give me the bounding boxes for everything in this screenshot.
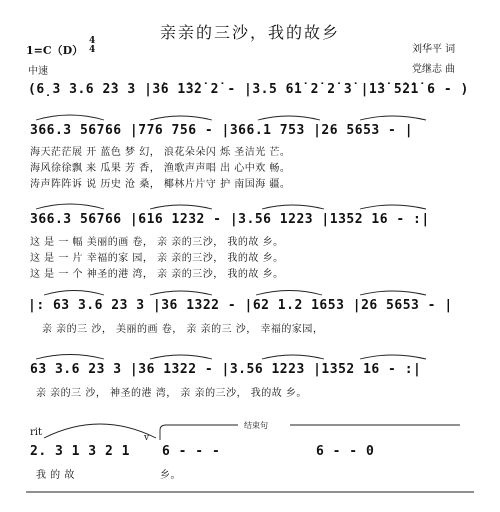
- ending-notation-a: 2. 3 1 3 2 1: [30, 444, 130, 459]
- ending-lyrics-b: 乡。: [160, 470, 181, 481]
- time-signature-bottom: 4: [89, 45, 96, 55]
- slur: [150, 205, 212, 209]
- system-4-notation: 63 3.6 23 3 |36 1322 - |3.56 1223 |1352 16 - :|: [30, 362, 422, 377]
- rit-slur: [44, 424, 156, 438]
- slur: [44, 291, 104, 296]
- slur: [258, 116, 320, 120]
- key-signature: 1=C（D）: [26, 44, 84, 57]
- system-3-lyric-1: 亲 亲的三 沙， 美丽的画 卷， 亲 亲的三 沙， 幸福的家园，: [42, 324, 324, 335]
- system-1-lyric-2: 海风徐徐飘 来 瓜果 芳 香， 渔歌声声唱 出 心中欢 畅。: [30, 163, 291, 174]
- song-title: 亲亲的三沙，我的故乡: [159, 23, 340, 42]
- slur: [36, 355, 104, 360]
- system-3-notation: |: 63 3.6 23 3 |36 1322 - |62 1.2 1653 |26 5653 - |: [28, 298, 453, 313]
- slur: [256, 291, 322, 296]
- system-2-lyric-3: 这 是 一 个 神圣的港 湾， 亲 亲的三沙， 我的故 乡。: [30, 269, 284, 280]
- ending-notation-c: 6 - - 0: [316, 444, 375, 459]
- coda-bracket-label: 结束句: [244, 421, 268, 430]
- slur: [262, 205, 324, 209]
- slur: [360, 291, 426, 295]
- intro-notation: (6̣3 3.6 2̇3 3 |3̇6 1̇3̇2̇ 2̇ - |3.5 6̇1̇ 2̇ 2̇ 3̇ |1̇3̇ 5̇2̇1̇ 6 - ): [28, 82, 469, 97]
- tempo-marking: 中速: [28, 66, 48, 77]
- slur: [36, 115, 104, 120]
- slur: [360, 205, 426, 209]
- lyricist-credit: 刘华平 词: [412, 44, 456, 55]
- system-2-notation: 366.3 56766 |616 1232 - |3.56 1223 |1352 16 - :|: [30, 212, 430, 227]
- system-2-lyric-2: 这 是 一 片 幸福的家 园， 亲 亲的三沙， 我的故 乡。: [30, 253, 284, 264]
- system-4-lyric-1: 亲 亲的三 沙， 神圣的港 湾， 亲 亲的三沙， 我的故 乡。: [36, 388, 307, 399]
- composer-credit: 党继志 曲: [412, 64, 456, 75]
- slur: [150, 355, 212, 359]
- ending-lyrics-a: 我 的 故: [36, 470, 75, 481]
- system-1-lyric-1: 海天茫茫展 开 蓝色 梦 幻， 浪花朵朵闪 烁 圣洁光 芒。: [30, 147, 291, 158]
- slur: [262, 355, 324, 359]
- slur: [360, 355, 426, 359]
- fermata-mark: v: [144, 433, 150, 443]
- slur: [360, 116, 426, 120]
- slur: [36, 204, 104, 209]
- system-2-lyric-1: 这 是 一 幅 美丽的画 卷， 亲 亲的三沙， 我的故 乡。: [30, 237, 284, 248]
- slur: [150, 291, 212, 295]
- ending-notation-b: 6 - - -: [162, 444, 221, 459]
- coda-bracket: [160, 425, 238, 440]
- system-1-lyric-3: 涛声阵阵诉 说 历史 沧 桑， 椰林片片守 护 南国海 疆。: [30, 179, 291, 190]
- system-1-notation: 366.3 56766 |776 756 - |366.1 753 |26 5653 - |: [30, 123, 414, 138]
- slur: [150, 116, 212, 120]
- rit-marking: rit: [30, 427, 42, 438]
- time-signature: [89, 37, 95, 55]
- time-signature-top: 4: [89, 36, 96, 46]
